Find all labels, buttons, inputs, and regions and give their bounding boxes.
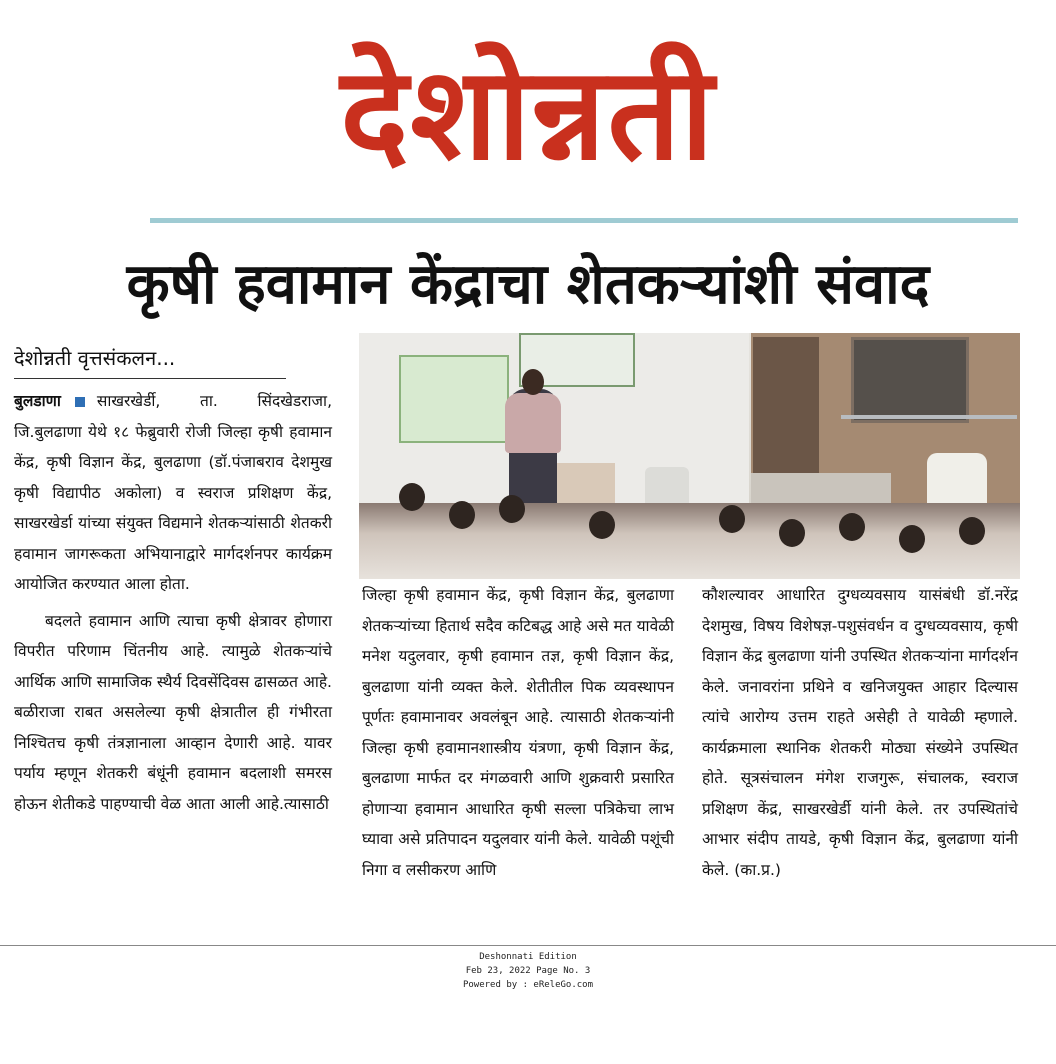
- article-column-2: जिल्हा कृषी हवामान केंद्र, कृषी विज्ञान केंद्र, बुलढाणा शेतकऱ्यांच्या हितार्थ सदैव कटिबद्ध आहे असे मत यावेळी मनेश यदुलवार, कृषी हवामान तज्ञ, कृषी विज्ञान केंद्र, बुलढाणा यांनी व्यक्त केले. शेतीतील पिक व्यवस्थापन पूर्णतः हवामानावर अवलंबून आहे. त्यासाठी शेतकऱ्यांनी जिल्हा कृषी हवामानशास्त्रीय यंत्रणा, कृषी विज्ञान केंद्र, बुलढाणा मार्फत दर मंगळवारी आणि शुक्रवारी प्रसारित होणाऱ्या हवामान आधारित कृषी सल्ला पत्रिकेचा लाभ घ्यावा असे प्रतिपादन यदुलवार यांनी केले. यावेळी पशूंची निगा व लसीकरण आणि: [362, 586, 674, 879]
- photo-speaker-head: [522, 369, 544, 395]
- photo-window: [851, 337, 969, 423]
- photo-audience-head: [499, 495, 525, 523]
- event-photo: [359, 333, 1020, 579]
- footer-powered-by: Powered by : eReleGo.com: [462, 980, 594, 990]
- masthead-divider: [150, 218, 1018, 223]
- photo-audience-head: [399, 483, 425, 511]
- photo-audience-head: [719, 505, 745, 533]
- article-headline: कृषी हवामान केंद्राचा शेतकऱ्यांशी संवाद: [126, 252, 930, 317]
- photo-audience-head: [899, 525, 925, 553]
- footer-divider: [0, 945, 1056, 946]
- article-paragraph-1: [14, 386, 332, 600]
- byline-divider: [14, 378, 286, 379]
- footer-date-page: Feb 23, 2022 Page No. 3: [465, 966, 591, 976]
- photo-audience-head: [779, 519, 805, 547]
- photo-audience-head: [839, 513, 865, 541]
- dateline: बुलडाणा: [14, 392, 61, 410]
- footer-edition: Deshonnati Edition: [479, 952, 577, 962]
- photo-banner: [399, 355, 509, 443]
- byline: देशोन्नती वृत्तसंकलन...: [14, 346, 176, 370]
- edition-footer: [0, 950, 1056, 992]
- photo-door: [753, 337, 819, 477]
- photo-audience-head: [449, 501, 475, 529]
- photo-audience-head: [959, 517, 985, 545]
- newspaper-masthead: देशोन्नती: [340, 40, 716, 189]
- paragraph-1-text: साखरखेर्डी, ता. सिंदखेडराजा, जि.बुलढाणा येथे १८ फेब्रुवारी रोजी जिल्हा कृषी हवामान केंद्र, कृषी विज्ञान केंद्र, बुलढाणा (डॉ.पंजाबराव देशमुख कृषी विद्यापीठ अकोला) व स्वराज प्रशिक्षण केंद्र, साखरखेर्डा यांच्या संयुक्त विद्यमाने शेतकऱ्यांसाठी शेतकरी हवामान जागरूकता अभियानाद्वारे मार्गदर्शनपर कार्यक्रम आयोजित करण्यात आला होता.: [14, 392, 332, 593]
- photo-speaker-shirt: [505, 393, 561, 453]
- photo-railing: [841, 415, 1017, 419]
- article-paragraph-2: बदलते हवामान आणि त्याचा कृषी क्षेत्रावर होणारा विपरीत परिणाम चिंतनीय आहे. त्यामुळे शेतकऱ्यांचे आर्थिक आणि सामाजिक स्थैर्य दिवसेंदिवस ढासळत आहे. बळीराजा राबत असलेल्या कृषी क्षेत्रातील ही गंभीरता निश्चितच कृषी तंत्रज्ञानाला आव्हान देणारी आहे. यावर पर्याय म्हणून शेतकरी बंधूंनी हवामान बदलाशी समरस होऊन शेतीकडे पाहण्याची वेळ आता आली आहे.त्यासाठी: [14, 611, 332, 813]
- article-column-1: [14, 386, 332, 819]
- article-column-3: कौशल्यावर आधारित दुग्धव्यवसाय यासंबंधी डॉ.नरेंद्र देशमुख, विषय विशेषज्ञ-पशुसंवर्धन व दुग्धव्यवसाय, कृषी विज्ञान केंद्र बुलढाणा यांनी उपस्थित शेतकऱ्यांना मार्गदर्शन केले. जनावरांना प्रथिने व खनिजयुक्त आहार दिल्यास त्यांचे आरोग्य उत्तम राहते असेही ते यावेळी म्हणाले. कार्यक्रमाला स्थानिक शेतकरी मोठ्या संख्येने उपस्थित होते. सूत्रसंचालन मंगेश राजगुरू, संचालक, स्वराज प्रशिक्षण केंद्र, साखरखेर्डी यांनी केले. तर उपस्थितांचे आभार संदीप तायडे, कृषी विज्ञान केंद्र, बुलढाणा यांनी केले. (का.प्र.): [702, 586, 1018, 879]
- photo-audience-head: [589, 511, 615, 539]
- dateline-bullet-icon: [75, 397, 85, 407]
